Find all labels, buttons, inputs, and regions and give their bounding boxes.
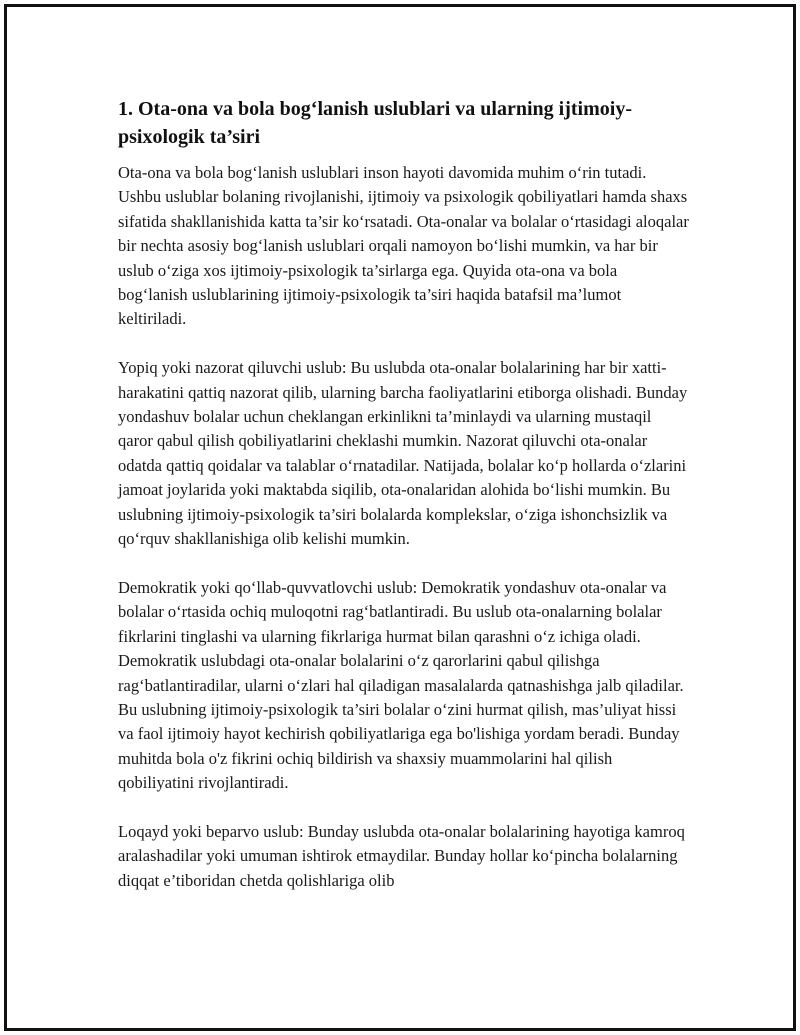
paragraph-controlling-style: Yopiq yoki nazorat qiluvchi uslub: Bu uslubda ota-onalar bolalarining har bir xatti-harakatini qattiq nazorat qilib, ularning barcha faoliyatlarini etiborga olishadi. Bunday yondashuv bolalar uchun cheklangan erkinlikni ta’minlaydi va ularning mustaqil qaror qabul qilish qobiliyatlarini cheklashi mumkin. Nazorat qiluvchi ota-onalar odatda qattiq qoidalar va talablar o‘rnatadilar. Natijada, bolalar ko‘p hollarda o‘zlarini jamoat joylarida yoki maktabda siqilib, ota-onalaridan alohida bo‘lishi mumkin. Bu uslubning ijtimoiy-psixologik ta’siri bolalarda komplekslar, o‘ziga ishonchsizlik va qo‘rquv shakllanishiga olib kelishi mumkin. <box>118 358 688 549</box>
paragraph-neglectful-style: Loqayd yoki beparvo uslub: Bunday uslubda ota-onalar bolalarining hayotiga kamroq aralashadilar yoki umuman ishtirok etmaydilar. Bunday hollar ko‘pincha bolalarning diqqat e’tiboridan chetda qolishlariga olib <box>118 821 685 890</box>
section-heading: 1. Ota-ona va bola bog‘lanish uslublari va ularning ijtimoiy-psixologik ta’siri <box>118 98 632 148</box>
paragraph-democratic-style: Demokratik yoki qo‘llab-quvvatlovchi uslub: Demokratik yondashuv ota-onalar va bolalar o‘rtasida ochiq muloqotni rag‘batlantiradi. Bu uslub ota-onalarning bolalar fikrlarini tinglashi va ularning fikrlariga hurmat bilan qarashni o‘z ichiga oladi. Demokratik uslubdagi ota-onalar bolalarini o‘z qarorlarini qabul qilishga rag‘batlantiradilar, ularni o‘zlari hal qiladigan masalalarda qatnashishga jalb qiladilar. Bu uslubning ijtimoiy-psixologik ta’siri bolalar o‘zini hurmat qilish, mas’uliyat hissi va faol ijtimoiy hayot kechirish qobiliyatlariga ega bo'lishiga yordam beradi. Bunday muhitda bola o'z fikrini ochiq bildirish va shaxsiy muammolarini hal qilish qobiliyatini rivojlantiradi. <box>118 577 684 793</box>
paragraph-intro: Ota-ona va bola bog‘lanish uslublari inson hayoti davomida muhim o‘rin tutadi. Ushbu uslublar bolaning rivojlanishi, ijtimoiy va psixologik qobiliyatlari hamda shaxs sifatida shakllanishida katta ta’sir ko‘rsatadi. Ota-onalar va bolalar o‘rtasidagi aloqalar bir nechta asosiy bog‘lanish uslublari orqali namoyon bo‘lishi mumkin, va har bir uslub o‘ziga xos ijtimoiy-psixologik ta’sirlarga ega. Quyida ota-ona va bola bog‘lanish uslublarining ijtimoiy-psixologik ta’siri haqida batafsil ma’lumot keltiriladi. <box>118 163 689 329</box>
document-body <box>118 95 690 918</box>
